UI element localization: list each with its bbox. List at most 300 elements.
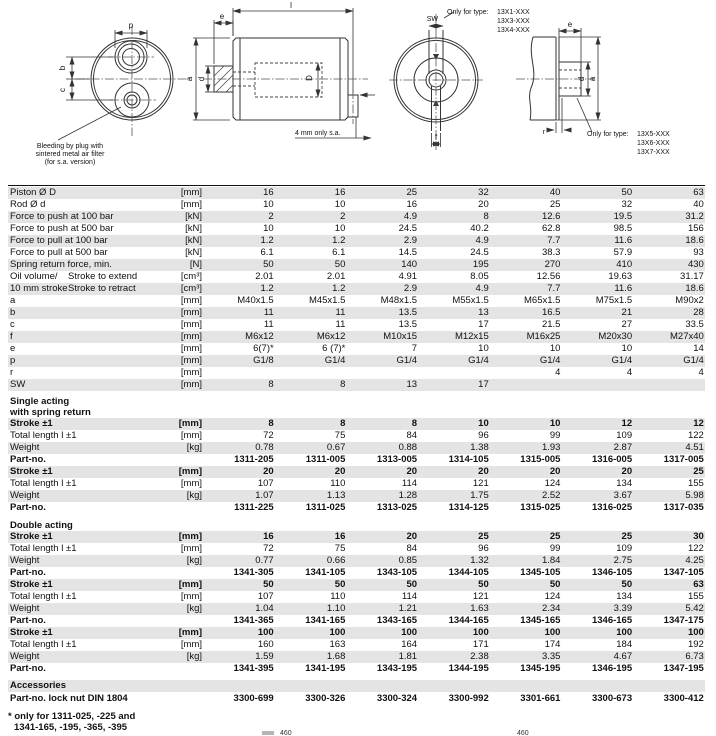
cell-value: 10 <box>478 343 489 354</box>
cell-value: 11.6 <box>614 235 633 246</box>
table-row <box>8 223 705 235</box>
table-row <box>8 235 705 247</box>
only-type-top-3: 13X4-XXX <box>497 27 530 34</box>
cell-value: 63 <box>693 579 704 590</box>
dim-label-r: r <box>542 129 545 136</box>
table-row <box>8 199 705 211</box>
cell-value: G1/4 <box>611 355 633 366</box>
cell-value: 12 <box>693 418 704 429</box>
cell-value: 3300-699 <box>233 693 274 704</box>
cell-value: 2.34 <box>541 603 561 614</box>
cell-value: 24.5 <box>470 247 489 258</box>
cell-value: 100 <box>401 627 418 638</box>
cell-value: 3300-992 <box>448 693 489 704</box>
cell-value <box>345 367 417 379</box>
section-header: Accessories <box>8 680 705 692</box>
row-label: Weight <box>10 555 40 566</box>
cell-value: 84 <box>406 430 418 441</box>
row-unit <box>136 567 202 579</box>
cell-value: 1345-105 <box>520 567 561 578</box>
dim-label-c: c <box>58 88 67 92</box>
cell-value: M45x1.5 <box>308 295 346 306</box>
cell-value: 93 <box>693 247 704 258</box>
cell-value: 1344-165 <box>448 615 489 626</box>
cell-value: 25 <box>406 187 418 198</box>
row-unit: [mm] <box>180 355 202 366</box>
cell-value <box>417 367 489 379</box>
cell-value: 10 <box>334 199 346 210</box>
only-type-bottom-3: 13X7-XXX <box>637 149 670 156</box>
table-row <box>8 247 705 259</box>
row-unit: [kN] <box>185 211 202 222</box>
row-unit: [mm] <box>178 579 202 590</box>
dim-label-e: e <box>219 12 225 21</box>
cell-value: 25 <box>478 531 489 542</box>
cell-value: 163 <box>329 639 346 650</box>
table-row <box>8 555 705 567</box>
cell-value: 63 <box>693 187 704 198</box>
cell-value: 13 <box>478 307 489 318</box>
row-label: a <box>10 295 16 306</box>
cell-value <box>202 367 274 379</box>
row-label: Part-no. <box>10 454 46 465</box>
cell-value: 16 <box>406 199 418 210</box>
bleeding-note-line2: sintered metal air filter <box>35 151 105 158</box>
cell-value: 410 <box>616 259 633 270</box>
cell-value: 0.78 <box>255 442 274 453</box>
four-mm-note: 4 mm only s.a. <box>295 130 341 137</box>
cell-value: 171 <box>472 639 489 650</box>
row-unit: [kg] <box>186 603 202 614</box>
cell-value: 195 <box>472 259 489 270</box>
cell-value: 1341-305 <box>233 567 274 578</box>
cell-value: 1.75 <box>470 490 489 501</box>
table-row <box>8 502 705 514</box>
cell-value: 11 <box>335 307 346 318</box>
cell-value: 2 <box>268 211 274 222</box>
table-row <box>8 579 705 591</box>
cell-value: 11 <box>263 307 274 318</box>
cell-value: 8 <box>268 379 274 390</box>
cell-value: 16 <box>263 187 274 198</box>
cell-value: 109 <box>616 430 633 441</box>
table-row <box>8 531 705 543</box>
footnote-line2: 1341-165, -195, -365, -395 <box>14 721 128 733</box>
only-type-bottom-prefix: Only for type: <box>587 131 629 138</box>
cell-value: 156 <box>687 223 704 234</box>
cell-value: G1/4 <box>683 355 704 366</box>
cell-value: 3300-324 <box>376 693 418 704</box>
cell-value: 14 <box>693 343 704 354</box>
cell-value: 1311-025 <box>305 502 346 513</box>
cell-value: 10 <box>334 223 346 234</box>
cell-value: 13.5 <box>398 307 418 318</box>
partial-rear-view-drawing <box>516 20 670 156</box>
cell-value: 18.6 <box>685 283 704 294</box>
cell-value: 122 <box>687 430 704 441</box>
row-unit: [mm] <box>180 307 202 318</box>
cell-value: 1.13 <box>326 490 346 501</box>
cell-value: 12.6 <box>541 211 561 222</box>
cell-value: 25 <box>549 531 561 542</box>
row-unit: [mm] <box>180 331 202 342</box>
table-row <box>8 490 705 502</box>
front-view-sw-drawing <box>389 9 530 150</box>
row-label: Part-no. <box>10 502 46 513</box>
cell-value: 110 <box>330 478 346 489</box>
cell-value: M65x1.5 <box>524 295 561 306</box>
row-unit: [N] <box>189 259 202 270</box>
cell-value: 107 <box>257 478 274 489</box>
cell-value: 99 <box>549 543 561 554</box>
row-unit: [mm] <box>180 478 202 489</box>
cell-value: 1317-035 <box>663 502 704 513</box>
row-label: Total length l ±1 <box>10 639 77 650</box>
cell-value: 2.75 <box>613 555 633 566</box>
cell-value: 1.93 <box>541 442 561 453</box>
cell-value: 8 <box>411 418 418 429</box>
cell-value: 4.9 <box>475 235 489 246</box>
cell-value <box>560 379 632 391</box>
table-row <box>8 355 705 367</box>
cell-value: 430 <box>687 259 704 270</box>
cell-value: 96 <box>478 543 489 554</box>
cell-value: 1313-025 <box>376 502 418 513</box>
row-unit: [mm] <box>180 543 202 554</box>
cell-value: 1315-005 <box>520 454 561 465</box>
row-label: Stroke ±1 <box>10 531 53 542</box>
row-unit: [mm] <box>180 319 202 330</box>
cell-value: 164 <box>401 639 418 650</box>
cell-value: 1347-175 <box>663 615 704 626</box>
cell-value: 107 <box>257 591 274 602</box>
cell-value: 8 <box>483 211 489 222</box>
dim-label-a: a <box>185 76 194 82</box>
table-row <box>8 663 705 675</box>
cell-value: 20 <box>406 531 418 542</box>
cell-value: 1311-225 <box>234 502 274 513</box>
cell-value: 16 <box>334 531 346 542</box>
cell-value: 2.38 <box>470 651 489 662</box>
cell-value: 109 <box>616 543 633 554</box>
cell-value: 17 <box>478 379 489 390</box>
spec-table <box>8 185 705 705</box>
cell-value: 4 <box>626 367 633 378</box>
cell-value: 98.5 <box>613 223 633 234</box>
cell-value: 2.9 <box>403 283 418 294</box>
cell-value: 140 <box>401 259 418 270</box>
cell-value: 25 <box>549 199 561 210</box>
cell-value: M10x15 <box>383 331 418 342</box>
table-row <box>8 307 705 319</box>
row-unit: [mm] <box>180 295 202 306</box>
cell-value: 11 <box>335 319 346 330</box>
cell-value: 0.66 <box>326 555 346 566</box>
cell-value: 2.87 <box>613 442 633 453</box>
cell-value: 20 <box>478 199 489 210</box>
cell-value: 19.5 <box>613 211 633 222</box>
footnote-line1: * only for 1311-025, -225 and <box>8 711 136 722</box>
cell-value: 20 <box>621 466 633 477</box>
cell-value: 6 (7)* <box>322 343 346 354</box>
cell-value: 0.88 <box>398 442 418 453</box>
row-label: Oil volume/ Stroke to extend <box>10 271 138 282</box>
cell-value: 4 <box>698 367 704 378</box>
cell-value: G1/4 <box>396 355 418 366</box>
section-header: with spring return <box>10 407 91 418</box>
row-unit: [mm] <box>180 187 202 198</box>
row-label: Part-no. lock nut DIN 1804 <box>10 693 128 704</box>
cell-value: M27x40 <box>670 331 704 342</box>
row-unit: [mm] <box>180 591 202 602</box>
row-label: Part-no. <box>10 663 46 674</box>
cell-value: 1341-105 <box>305 567 346 578</box>
row-label: Weight <box>10 651 40 662</box>
row-unit: [mm] <box>180 639 202 650</box>
cell-value: 50 <box>263 259 274 270</box>
cell-value: 11 <box>263 319 274 330</box>
cell-value: 1343-195 <box>376 663 418 674</box>
cell-value: 25 <box>693 466 704 477</box>
cell-value: M12x15 <box>454 331 489 342</box>
bleeding-note-line3: (for s.a. version) <box>44 159 96 166</box>
cell-value: 1345-165 <box>520 615 561 626</box>
cell-value: 1.04 <box>255 603 274 614</box>
row-label: Part-no. <box>10 615 46 626</box>
cell-value: 38.3 <box>541 247 561 258</box>
cell-value: 100 <box>472 627 489 638</box>
technical-drawing <box>0 0 716 185</box>
cell-value: 13 <box>406 379 418 390</box>
cell-value: 1.07 <box>255 490 274 501</box>
row-unit <box>136 454 202 466</box>
row-unit: [cm³] <box>180 271 202 282</box>
cell-value: 121 <box>472 478 489 489</box>
cell-value: 62.8 <box>541 223 561 234</box>
cell-value: 1345-195 <box>520 663 561 674</box>
row-unit <box>136 502 202 514</box>
row-label: Weight <box>10 442 40 453</box>
cell-value: 33.5 <box>685 319 704 330</box>
cell-value: 10 <box>549 343 561 354</box>
cell-value: 18.6 <box>685 235 704 246</box>
row-unit <box>136 663 202 675</box>
cell-value: 75 <box>334 430 346 441</box>
cell-value: 7.7 <box>547 283 561 294</box>
cell-value: 31.17 <box>680 271 704 282</box>
cell-value: 32 <box>621 199 633 210</box>
cell-value: 3300-326 <box>305 693 346 704</box>
row-unit: [kN] <box>185 247 202 258</box>
cell-value: M75x1.5 <box>595 295 633 306</box>
cell-value: 13.5 <box>398 319 418 330</box>
bleeding-note-line1: Bleeding by plug with <box>36 143 104 150</box>
table-row <box>8 693 705 705</box>
cell-value: 155 <box>687 478 704 489</box>
row-unit: [mm] <box>178 418 202 429</box>
cell-value: M48x1.5 <box>380 295 418 306</box>
cell-value: 1.68 <box>326 651 346 662</box>
row-unit: [mm] <box>178 531 202 542</box>
cell-value: 1341-195 <box>305 663 346 674</box>
cell-value: M6x12 <box>316 331 346 342</box>
row-label: Rod Ø d <box>10 199 46 210</box>
cell-value: 124 <box>544 591 561 602</box>
cell-value: 72 <box>263 543 274 554</box>
cell-value: 1.84 <box>541 555 561 566</box>
cell-value: 84 <box>406 543 418 554</box>
cell-value: 7 <box>411 343 418 354</box>
cell-value: 17 <box>478 319 489 330</box>
cell-value: 1346-165 <box>591 615 633 626</box>
cutoff-text-left: 460 <box>280 730 292 736</box>
cell-value: 50 <box>263 579 274 590</box>
cell-value: 100 <box>687 627 704 638</box>
table-row <box>8 283 705 295</box>
row-label: Piston Ø D <box>10 187 56 198</box>
side-view-drawing <box>185 1 375 138</box>
cell-value: 184 <box>616 639 633 650</box>
cell-value: 6.1 <box>332 247 346 258</box>
dim-label-a2: a <box>588 76 597 82</box>
cell-value <box>632 379 704 391</box>
cell-value: 14.5 <box>398 247 418 258</box>
table-row <box>8 591 705 603</box>
cell-value: 4.51 <box>685 442 704 453</box>
cell-value: 16 <box>263 531 274 542</box>
cell-value: 99 <box>549 430 561 441</box>
cell-value: 3.35 <box>541 651 561 662</box>
cell-value: 21 <box>621 307 633 318</box>
cell-value: G1/8 <box>253 355 274 366</box>
cell-value: 50 <box>621 187 633 198</box>
row-unit <box>136 615 202 627</box>
cell-value: 10 <box>263 223 274 234</box>
cell-value: 19.63 <box>608 271 633 282</box>
cell-value: 1343-105 <box>376 567 418 578</box>
cell-value: 1344-105 <box>448 567 489 578</box>
footnote <box>8 712 135 733</box>
row-unit <box>136 693 202 705</box>
front-view-drawing <box>36 21 192 166</box>
cell-value: 4.67 <box>613 651 633 662</box>
cell-value: 10 <box>549 418 561 429</box>
dim-label-l: l <box>290 1 292 10</box>
row-label: Stroke ±1 <box>10 579 53 590</box>
cell-value: 1341-395 <box>233 663 274 674</box>
cell-value: 1344-195 <box>448 663 489 674</box>
cell-value: 4.9 <box>403 211 418 222</box>
row-label: Spring return force, min. <box>10 259 112 270</box>
table-row <box>8 211 705 223</box>
row-unit: [kg] <box>186 651 202 662</box>
table-row <box>8 430 705 442</box>
cell-value: 20 <box>334 466 346 477</box>
dim-label-b: b <box>58 65 67 71</box>
row-label: c <box>10 319 15 330</box>
cell-value: M6x12 <box>245 331 274 342</box>
cell-value: 28 <box>693 307 704 318</box>
row-unit: [mm] <box>180 199 202 210</box>
cell-value: 50 <box>334 259 346 270</box>
table-row <box>8 331 705 343</box>
table-row <box>8 627 705 639</box>
cell-value: 50 <box>621 579 633 590</box>
cell-value: 3300-673 <box>591 693 633 704</box>
cell-value: M90x2 <box>675 295 704 306</box>
cell-value: 10 <box>263 199 274 210</box>
table-row <box>8 543 705 555</box>
cell-value: 134 <box>616 478 633 489</box>
cell-value: 1.28 <box>398 490 418 501</box>
cell-value: 16 <box>334 187 346 198</box>
cell-value: 32 <box>478 187 489 198</box>
table-row <box>8 343 705 355</box>
cell-value: 6.1 <box>260 247 274 258</box>
cell-value: 96 <box>478 430 489 441</box>
row-label: Part-no. <box>10 567 46 578</box>
row-label: Total length l ±1 <box>10 543 77 554</box>
cell-value: 8.05 <box>470 271 489 282</box>
cell-value: 1314-105 <box>448 454 489 465</box>
section-header: Double acting <box>10 520 73 531</box>
row-unit: [kN] <box>185 223 202 234</box>
cell-value: 174 <box>544 639 561 650</box>
section-header: Single acting <box>10 396 70 407</box>
cell-value: 8 <box>340 418 346 429</box>
cutoff-dimension-dash <box>262 731 274 735</box>
row-label: Total length l ±1 <box>10 478 77 489</box>
cell-value: 12.56 <box>536 271 561 282</box>
cell-value: 0.67 <box>326 442 346 453</box>
cell-value: 155 <box>687 591 704 602</box>
row-unit: [mm] <box>180 367 202 378</box>
cell-value: 1.63 <box>470 603 489 614</box>
cell-value: 100 <box>544 627 561 638</box>
cell-value: 1316-005 <box>591 454 633 465</box>
cell-value: 1.32 <box>470 555 489 566</box>
table-row <box>8 567 705 579</box>
cell-value: 1.2 <box>260 235 274 246</box>
cutoff-text-right: 460 <box>517 730 529 736</box>
cell-value: 12 <box>621 418 633 429</box>
cell-value: 1.21 <box>398 603 418 614</box>
cell-value: 8 <box>340 379 346 390</box>
cell-value: 31.2 <box>685 211 704 222</box>
table-row <box>8 187 705 199</box>
only-type-top-prefix: Only for type: <box>447 9 489 16</box>
dim-label-d2: d <box>577 76 586 82</box>
cell-value: 1311-005 <box>305 454 346 465</box>
cell-value: 100 <box>616 627 633 638</box>
cell-value: 20 <box>478 466 489 477</box>
cell-value: 50 <box>478 579 489 590</box>
cell-value: 1311-205 <box>234 454 274 465</box>
table-row <box>8 442 705 454</box>
table-row <box>8 639 705 651</box>
row-label: b <box>10 307 16 318</box>
row-unit: [kN] <box>185 235 202 246</box>
row-unit: [kg] <box>186 555 202 566</box>
table-row <box>8 466 705 478</box>
only-type-top-1: 13X1-XXX <box>497 9 530 16</box>
cell-value: 1346-195 <box>591 663 633 674</box>
cell-value: M16x25 <box>526 331 561 342</box>
dim-label-sw: SW <box>426 16 438 23</box>
cell-value: 6(7)* <box>253 343 274 354</box>
cell-value: 3300-412 <box>663 693 704 704</box>
row-unit: [mm] <box>180 343 202 354</box>
